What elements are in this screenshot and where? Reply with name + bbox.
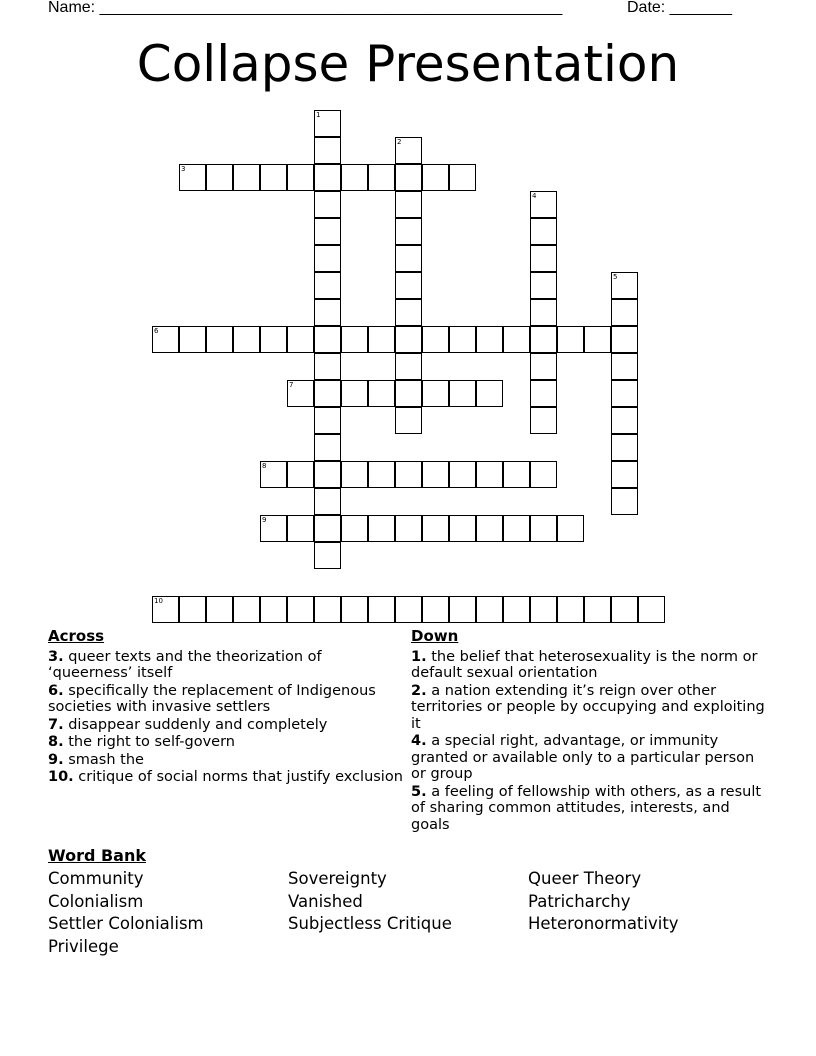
crossword-cell[interactable] xyxy=(584,596,611,623)
crossword-cell[interactable] xyxy=(206,596,233,623)
clue-number: 3 xyxy=(181,165,186,173)
crossword-cell[interactable] xyxy=(557,326,584,353)
crossword-cell[interactable] xyxy=(611,326,638,353)
crossword-cell[interactable] xyxy=(611,407,638,434)
crossword-cell[interactable] xyxy=(611,461,638,488)
crossword-cell[interactable] xyxy=(449,164,476,191)
across-clue xyxy=(48,734,408,751)
crossword-cell[interactable] xyxy=(476,596,503,623)
crossword-cell[interactable] xyxy=(260,164,287,191)
crossword-cell[interactable] xyxy=(395,245,422,272)
crossword-cell[interactable] xyxy=(395,407,422,434)
crossword-cell[interactable] xyxy=(287,380,314,407)
crossword-cell[interactable] xyxy=(395,191,422,218)
crossword-cell[interactable] xyxy=(422,380,449,407)
clue-number: 5 xyxy=(613,273,618,281)
clue-number-label: 8. xyxy=(48,734,64,750)
crossword-cell[interactable] xyxy=(530,218,557,245)
crossword-cell[interactable] xyxy=(260,596,287,623)
crossword-cell[interactable] xyxy=(287,596,314,623)
crossword-cell[interactable] xyxy=(314,218,341,245)
clue-number: 8 xyxy=(262,462,267,470)
clue-text: queer texts and the theorization of ‘queerness’ itself xyxy=(48,648,322,681)
down-clue xyxy=(411,733,771,783)
clue-number-label: 7. xyxy=(48,716,64,733)
clue-number: 7 xyxy=(289,381,294,389)
clue-number-label: 5. xyxy=(411,783,427,800)
crossword-cell[interactable] xyxy=(395,380,422,407)
crossword-cell[interactable] xyxy=(233,164,260,191)
crossword-cell[interactable] xyxy=(530,299,557,326)
clue-number: 6 xyxy=(154,327,159,335)
crossword-cell[interactable] xyxy=(395,137,422,164)
crossword-cell[interactable] xyxy=(179,596,206,623)
clue-text: critique of social norms that justify exclusion xyxy=(73,769,403,785)
word-bank-item: Heteronormativity xyxy=(528,914,679,933)
crossword-cell[interactable] xyxy=(395,515,422,542)
crossword-cell[interactable] xyxy=(314,164,341,191)
crossword-cell[interactable] xyxy=(476,515,503,542)
down-clue xyxy=(411,683,771,733)
crossword-cell[interactable] xyxy=(611,380,638,407)
across-clue xyxy=(48,649,408,682)
clue-number: 1 xyxy=(316,111,321,119)
clue-text: a feeling of fellowship with others, as a result of sharing common attitudes, interests, and goals xyxy=(411,783,762,833)
word-bank-item: Subjectless Critique xyxy=(288,914,452,933)
across-clue xyxy=(48,752,408,769)
across-heading: Across xyxy=(48,627,105,645)
across-clue xyxy=(48,717,408,734)
crossword-cell[interactable] xyxy=(314,137,341,164)
word-bank-item: Vanished xyxy=(288,891,363,911)
clue-text: smash the xyxy=(63,751,144,768)
crossword-cell[interactable] xyxy=(395,272,422,299)
page-title: Collapse Presentation xyxy=(136,35,680,93)
word-bank-item: Privilege xyxy=(48,936,119,956)
clue-number-label: 9. xyxy=(48,751,64,768)
crossword-cell[interactable] xyxy=(449,515,476,542)
crossword-cell[interactable] xyxy=(530,380,557,407)
crossword-cell[interactable] xyxy=(341,515,368,542)
crossword-cell[interactable] xyxy=(503,461,530,488)
crossword-cell[interactable] xyxy=(341,461,368,488)
word-bank xyxy=(48,846,788,969)
clue-text: the belief that heterosexuality is the norm or default sexual orientation xyxy=(411,648,758,681)
crossword-cell[interactable] xyxy=(314,326,341,353)
word-bank-item: Queer Theory xyxy=(528,869,642,888)
crossword-cell[interactable] xyxy=(368,515,395,542)
crossword-cell[interactable] xyxy=(395,299,422,326)
crossword-cell[interactable] xyxy=(395,326,422,353)
across-clues xyxy=(48,628,408,787)
crossword-cell[interactable] xyxy=(449,461,476,488)
crossword-cell[interactable] xyxy=(395,164,422,191)
crossword-cell[interactable] xyxy=(368,326,395,353)
crossword-cell[interactable] xyxy=(530,191,557,218)
crossword-cell[interactable] xyxy=(611,353,638,380)
crossword-cell[interactable] xyxy=(206,326,233,353)
crossword-cell[interactable] xyxy=(314,299,341,326)
crossword-cell[interactable] xyxy=(341,380,368,407)
down-clue xyxy=(411,784,771,834)
clue-text: specifically the replacement of Indigenous societies with invasive settlers xyxy=(48,682,376,715)
crossword-cell[interactable] xyxy=(530,272,557,299)
crossword-cell[interactable] xyxy=(638,596,665,623)
crossword-cell[interactable] xyxy=(179,326,206,353)
across-clue xyxy=(48,683,408,716)
across-clue xyxy=(48,769,408,786)
clue-number: 2 xyxy=(397,138,402,146)
word-bank-item: Patricharchy xyxy=(528,891,631,911)
clue-number-label: 10. xyxy=(48,769,74,785)
crossword-cell[interactable] xyxy=(530,596,557,623)
crossword-cell[interactable] xyxy=(368,164,395,191)
clue-text: a nation extending it’s reign over other territories or people by occupying and exploiting it xyxy=(411,682,765,732)
crossword-cell[interactable] xyxy=(611,434,638,461)
crossword-cell[interactable] xyxy=(611,488,638,515)
clue-text: the right to self-govern xyxy=(63,734,235,750)
crossword-cell[interactable] xyxy=(557,596,584,623)
crossword-cell[interactable] xyxy=(314,515,341,542)
crossword-cell[interactable] xyxy=(530,326,557,353)
crossword-cell[interactable] xyxy=(503,515,530,542)
crossword-cell[interactable] xyxy=(611,299,638,326)
crossword-cell[interactable] xyxy=(476,326,503,353)
crossword-cell[interactable] xyxy=(530,245,557,272)
crossword-cell[interactable] xyxy=(287,164,314,191)
word-bank-item: Settler Colonialism xyxy=(48,914,204,933)
crossword-cell[interactable] xyxy=(233,596,260,623)
word-bank-heading: Word Bank xyxy=(48,846,147,865)
crossword-cell[interactable] xyxy=(314,110,341,137)
clue-text: disappear suddenly and completely xyxy=(63,716,328,733)
crossword-cell[interactable] xyxy=(314,407,341,434)
crossword-cell[interactable] xyxy=(476,380,503,407)
crossword-cell[interactable] xyxy=(287,515,314,542)
crossword-cell[interactable] xyxy=(314,488,341,515)
crossword-cell[interactable] xyxy=(179,164,206,191)
crossword-cell[interactable] xyxy=(287,461,314,488)
crossword-cell[interactable] xyxy=(611,596,638,623)
clue-number-label: 3. xyxy=(48,648,64,665)
crossword-cell[interactable] xyxy=(449,596,476,623)
crossword-cell[interactable] xyxy=(206,164,233,191)
crossword-cell[interactable] xyxy=(314,596,341,623)
crossword-cell[interactable] xyxy=(422,164,449,191)
crossword-cell[interactable] xyxy=(395,461,422,488)
name-field[interactable]: Name: ____________________________________________________ xyxy=(48,0,563,16)
crossword-cell[interactable] xyxy=(341,326,368,353)
clue-number-label: 2. xyxy=(411,682,427,699)
crossword-cell[interactable] xyxy=(341,164,368,191)
clue-number: 10 xyxy=(154,597,163,605)
crossword-cell[interactable] xyxy=(530,407,557,434)
crossword-cell[interactable] xyxy=(314,380,341,407)
clue-number-label: 1. xyxy=(411,648,427,665)
word-bank-item: Colonialism xyxy=(48,891,144,911)
crossword-cell[interactable] xyxy=(422,461,449,488)
down-heading: Down xyxy=(411,627,459,645)
date-field[interactable]: Date: _______ xyxy=(627,0,732,16)
crossword-cell[interactable] xyxy=(260,515,287,542)
crossword-cell[interactable] xyxy=(530,515,557,542)
crossword-cell[interactable] xyxy=(314,353,341,380)
crossword-cell[interactable] xyxy=(152,326,179,353)
crossword-cell[interactable] xyxy=(314,272,341,299)
crossword-cell[interactable] xyxy=(449,380,476,407)
crossword-cell[interactable] xyxy=(368,380,395,407)
crossword-cell[interactable] xyxy=(233,326,260,353)
clue-text: a special right, advantage, or immunity granted or available only to a particular person or group xyxy=(411,733,755,782)
crossword-cell[interactable] xyxy=(530,461,557,488)
crossword-cell[interactable] xyxy=(395,218,422,245)
crossword-cell[interactable] xyxy=(314,542,341,569)
clue-number-label: 6. xyxy=(48,682,64,699)
down-clue xyxy=(411,649,771,682)
crossword-cell[interactable] xyxy=(395,353,422,380)
crossword-cell[interactable] xyxy=(422,326,449,353)
clue-number-label: 4. xyxy=(411,733,427,749)
crossword-cell[interactable] xyxy=(368,596,395,623)
crossword-cell[interactable] xyxy=(368,461,395,488)
crossword-cell[interactable] xyxy=(260,461,287,488)
crossword-cell[interactable] xyxy=(314,191,341,218)
clue-number: 4 xyxy=(532,192,537,200)
crossword-cell[interactable] xyxy=(503,596,530,623)
crossword-cell[interactable] xyxy=(503,326,530,353)
crossword-cell[interactable] xyxy=(611,272,638,299)
word-bank-item: Sovereignty xyxy=(288,869,387,888)
crossword-cell[interactable] xyxy=(422,596,449,623)
crossword-cell[interactable] xyxy=(557,515,584,542)
crossword-cell[interactable] xyxy=(341,596,368,623)
crossword-cell[interactable] xyxy=(449,326,476,353)
crossword-cell[interactable] xyxy=(260,326,287,353)
crossword-cell[interactable] xyxy=(395,596,422,623)
crossword-cell[interactable] xyxy=(476,461,503,488)
clue-number: 9 xyxy=(262,516,267,524)
crossword-cell[interactable] xyxy=(530,353,557,380)
crossword-cell[interactable] xyxy=(422,515,449,542)
crossword-cell[interactable] xyxy=(287,326,314,353)
word-bank-item: Community xyxy=(48,869,144,888)
crossword-cell[interactable] xyxy=(314,461,341,488)
crossword-cell[interactable] xyxy=(314,434,341,461)
crossword-cell[interactable] xyxy=(584,326,611,353)
crossword-cell[interactable] xyxy=(152,596,179,623)
down-clues xyxy=(411,628,771,834)
crossword-cell[interactable] xyxy=(314,245,341,272)
